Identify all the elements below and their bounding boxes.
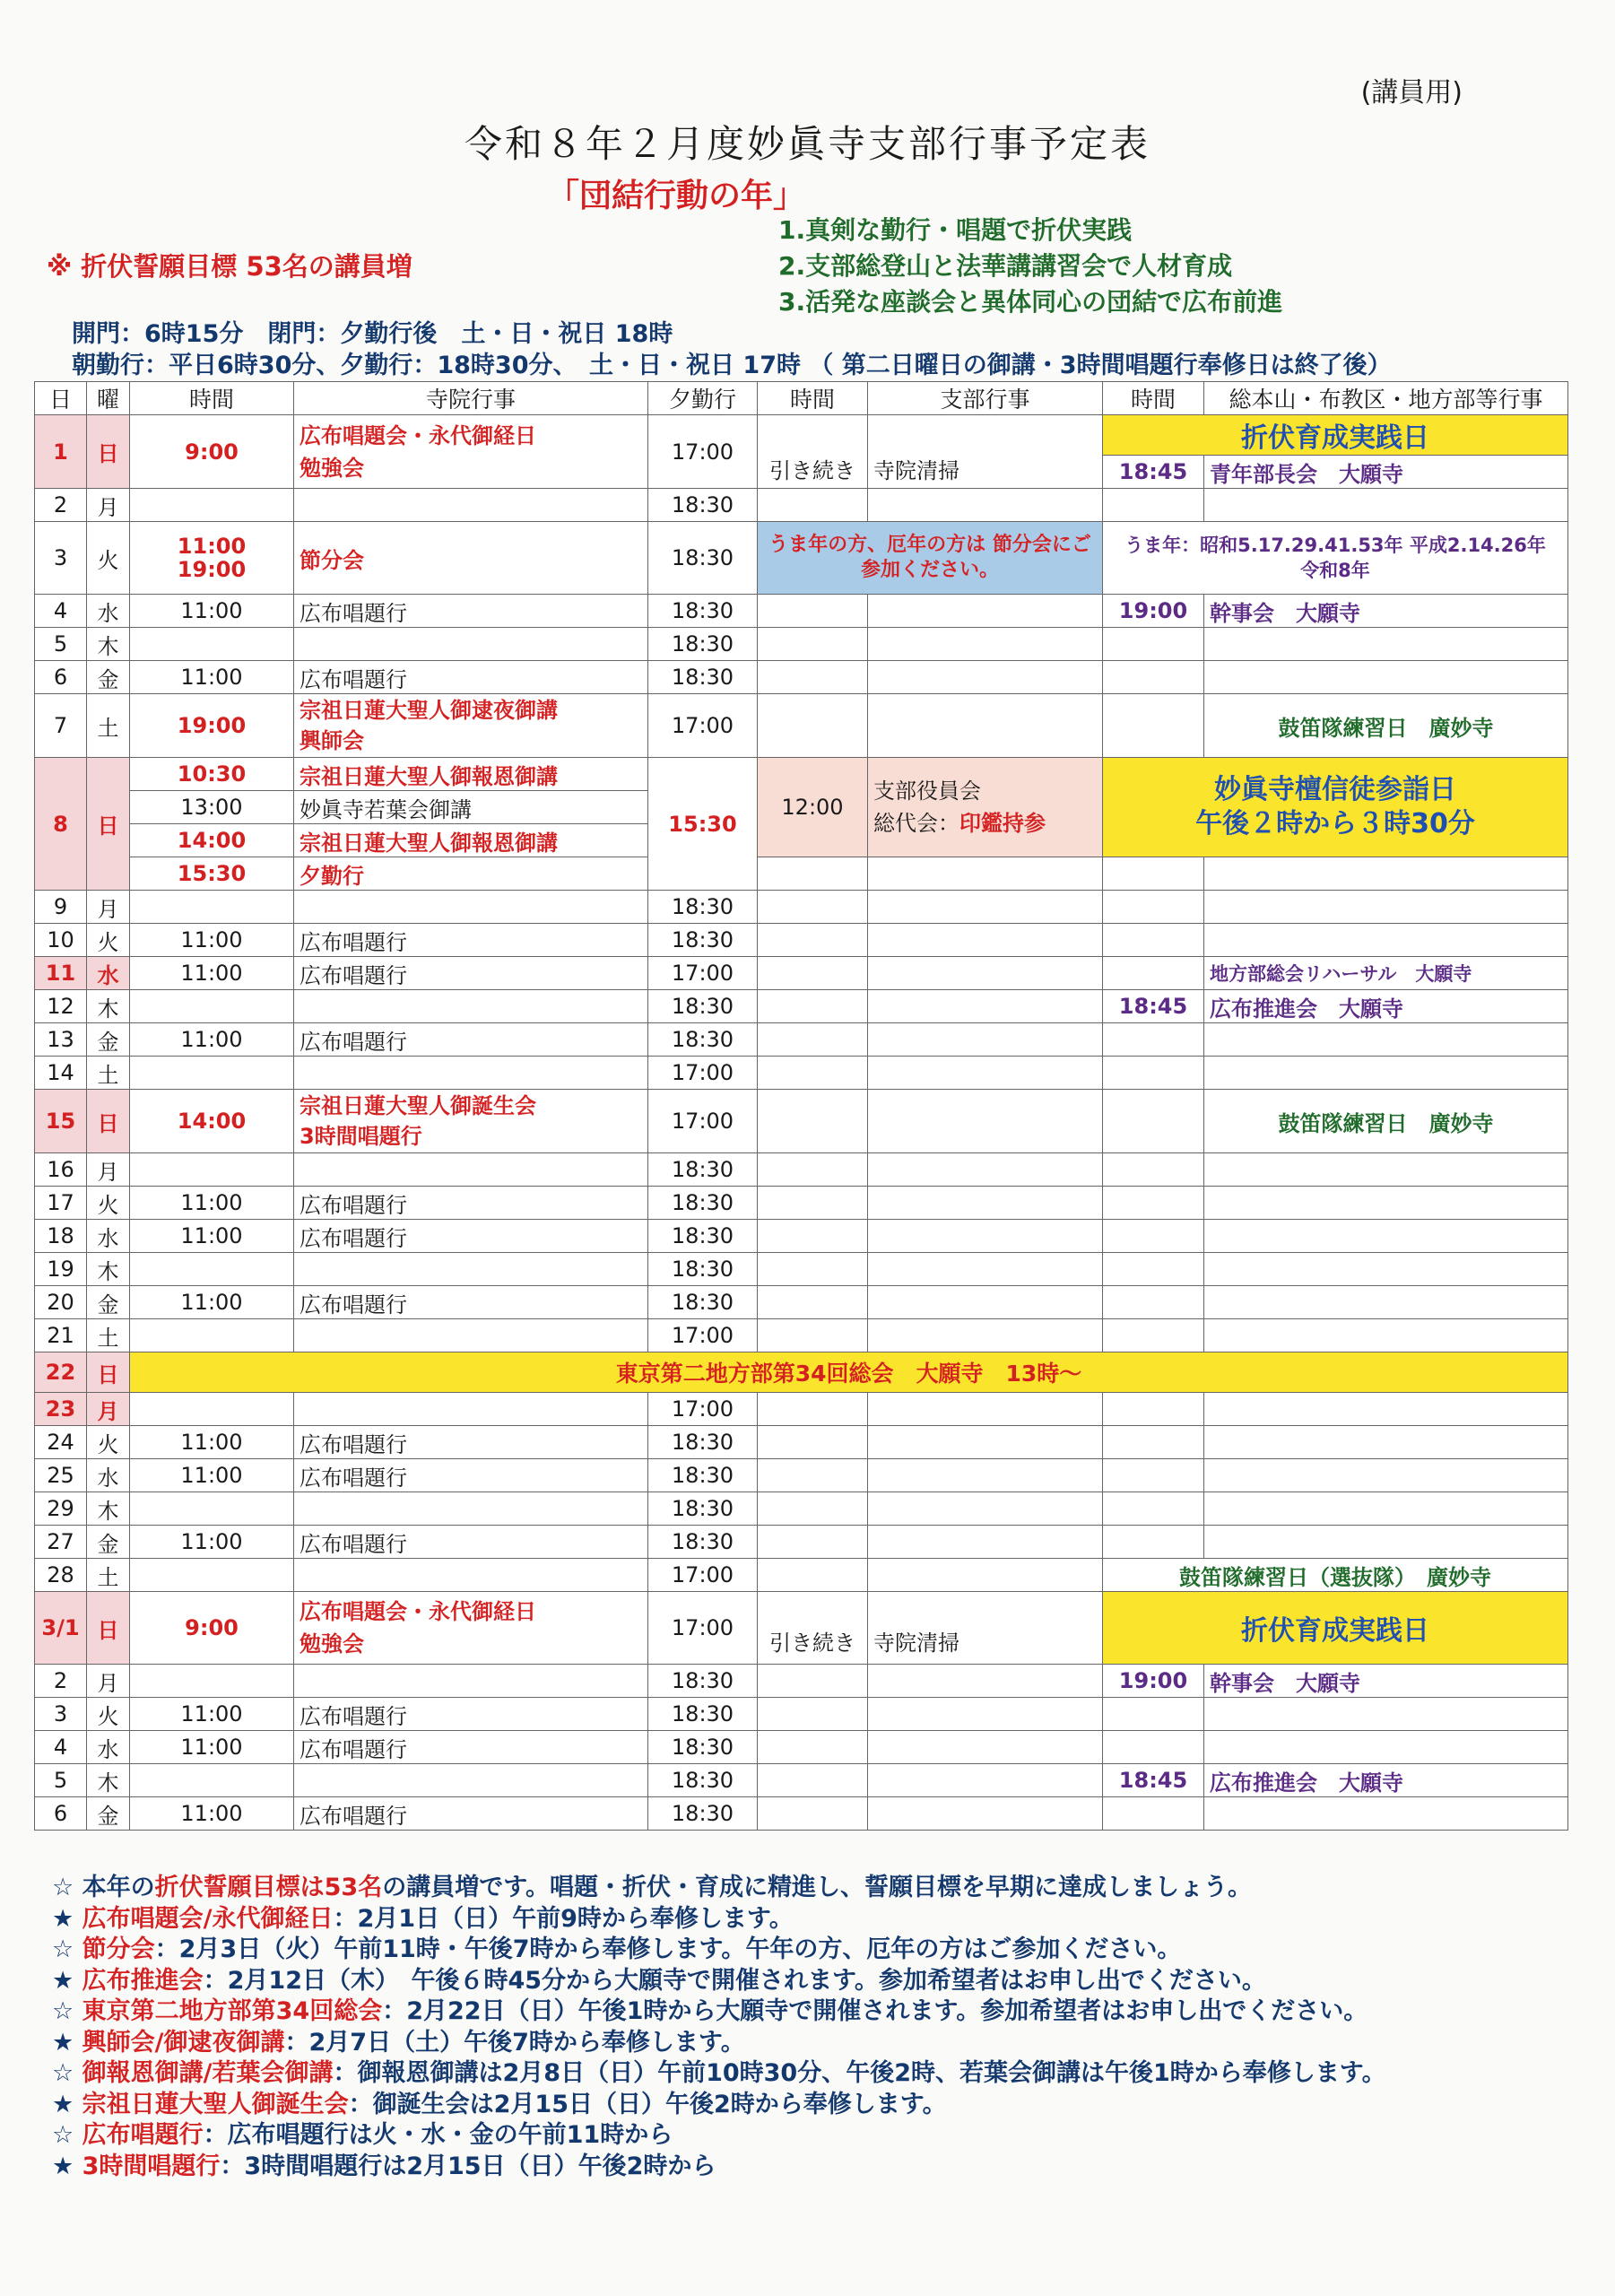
- evening-cell: 18:30: [648, 1023, 758, 1057]
- weekday-cell: 日: [87, 1090, 130, 1153]
- table-row: [35, 924, 1568, 957]
- event-cell: 広布唱題行: [294, 661, 648, 694]
- evening-cell: 17:00: [648, 1057, 758, 1090]
- weekday-cell: 金: [87, 1526, 130, 1559]
- evening-cell: 17:00: [648, 957, 758, 990]
- note-label: 折伏誓願目標は53名: [154, 1874, 383, 1901]
- note-item: [52, 1935, 1386, 1966]
- event-cell: 広布唱題行: [294, 1286, 648, 1319]
- event-line: 宗祖日蓮大聖人御逮夜御講: [300, 698, 558, 723]
- table-row: [35, 1665, 1568, 1698]
- time-cell-3: 19:00: [1103, 1665, 1204, 1698]
- table-row: [35, 1023, 1568, 1057]
- note-item: [52, 1873, 1386, 1904]
- note-text: ：御誕生会は2月15日（日）午後2時から奉修します。: [348, 2090, 947, 2118]
- col-temple-event: 寺院行事: [294, 382, 648, 415]
- time-cell: 11:00: [130, 924, 294, 957]
- time-cell: 11:00 19:00: [130, 522, 294, 595]
- event-cell: 夕勤行: [294, 857, 648, 891]
- note-label: 広布推進会: [82, 1966, 204, 1995]
- policy-item: 2.支部総登山と法華講講習会で人材育成: [778, 251, 1233, 281]
- evening-cell: 18:30: [648, 595, 758, 628]
- weekday-cell: 月: [87, 1153, 130, 1187]
- table-row: [35, 1559, 1568, 1592]
- time-cell-2: 引き続き: [758, 1592, 868, 1665]
- evening-cell: 18:30: [648, 1731, 758, 1764]
- table-row: [35, 628, 1568, 661]
- weekday-cell: 日: [87, 758, 130, 891]
- table-row: [35, 1592, 1568, 1665]
- time-cell: 10:30: [130, 758, 294, 791]
- day-cell: 22: [35, 1352, 87, 1393]
- day-cell: 28: [35, 1559, 87, 1592]
- event-cell: 節分会: [294, 522, 648, 595]
- table-row: [35, 522, 1568, 595]
- branch-event-line: 支部役員会: [873, 778, 981, 804]
- star-icon: ★: [52, 1966, 74, 1995]
- event-cell: 広布唱題行: [294, 1426, 648, 1459]
- weekday-cell: 土: [87, 1319, 130, 1352]
- note-label: 御報恩御講/若葉会御講: [82, 2059, 334, 2087]
- branch-event-cell: [868, 758, 1103, 857]
- hq-event-cell: 広布推進会 大願寺: [1204, 1764, 1568, 1797]
- table-row: [35, 1153, 1568, 1187]
- note-item: [52, 1966, 1386, 1997]
- page-label: (講員用): [1360, 77, 1463, 109]
- weekday-cell: 土: [87, 1559, 130, 1592]
- time-cell-3: 18:45: [1103, 990, 1204, 1023]
- table-row: [35, 415, 1568, 456]
- weekday-cell: 木: [87, 1492, 130, 1526]
- event-cell: 広布唱題行: [294, 1797, 648, 1831]
- note-label: 宗祖日蓮大聖人御誕生会: [82, 2090, 349, 2118]
- event-cell: 広布唱題行: [294, 924, 648, 957]
- time-cell: 9:00: [130, 415, 294, 489]
- event-line: 勉強会: [300, 1631, 364, 1657]
- time-cell-3: 18:45: [1103, 1764, 1204, 1797]
- event-cell: 広布唱題行: [294, 1698, 648, 1731]
- evening-cell: 17:00: [648, 694, 758, 758]
- day-cell: 29: [35, 1492, 87, 1526]
- practice-day-banner: 折伏育成実践日: [1103, 1592, 1568, 1665]
- table-row: [35, 1797, 1568, 1831]
- hq-event-cell: 幹事会 大願寺: [1204, 595, 1568, 628]
- time-cell: 11:00: [130, 1023, 294, 1057]
- weekday-cell: 水: [87, 957, 130, 990]
- table-row: [35, 1090, 1568, 1153]
- star-icon: ☆: [52, 1874, 74, 1901]
- table-row: [35, 1731, 1568, 1764]
- hq-event-cell: 広布推進会 大願寺: [1204, 990, 1568, 1023]
- day-cell: 4: [35, 1731, 87, 1764]
- time-cell: 11:00: [130, 1459, 294, 1492]
- weekday-cell: 木: [87, 1253, 130, 1286]
- note-label: 広布唱題会/永代御経日: [82, 1904, 334, 1933]
- note-text: ：2月22日（日）午後1時から大願寺で開催されます。参加希望者はお申し出でください。: [382, 1997, 1368, 2025]
- evening-cell: 15:30: [648, 758, 758, 891]
- seal-note: 印鑑持参: [959, 811, 1046, 836]
- day-cell: 3: [35, 1698, 87, 1731]
- table-row: [35, 1057, 1568, 1090]
- day-cell: 5: [35, 628, 87, 661]
- event-line: 広布唱題会・永代御経日: [300, 1599, 536, 1624]
- weekday-cell: 金: [87, 1286, 130, 1319]
- col-time: 時間: [130, 382, 294, 415]
- service-hours: 朝勤行：平日6時30分、夕勤行：18時30分、 土・日・祝日 17時 （ 第二日曜日の御講・3時間唱題行奉修日は終了後）: [72, 352, 1392, 379]
- weekday-cell: 土: [87, 1057, 130, 1090]
- day-cell: 19: [35, 1253, 87, 1286]
- time-cell: 9:00: [130, 1592, 294, 1665]
- col-evening-service: 夕勤行: [648, 382, 758, 415]
- hq-event-cell: 青年部長会 大願寺: [1204, 456, 1568, 489]
- evening-cell: 18:30: [648, 1220, 758, 1253]
- weekday-cell: 火: [87, 1187, 130, 1220]
- note-label: 東京第二地方部第34回総会: [82, 1997, 383, 2025]
- event-cell: 広布唱題行: [294, 957, 648, 990]
- note-text: ：広布唱題行は火・水・金の午前11時から: [203, 2121, 673, 2149]
- weekday-cell: 火: [87, 522, 130, 595]
- event-line: 興師会: [300, 728, 364, 753]
- weekday-cell: 火: [87, 1698, 130, 1731]
- note-label: 興師会/御逮夜御講: [82, 2028, 285, 2057]
- weekday-cell: 水: [87, 1731, 130, 1764]
- table-row: [35, 891, 1568, 924]
- event-cell: 広布唱題行: [294, 1187, 648, 1220]
- evening-cell: 17:00: [648, 1319, 758, 1352]
- day-cell: 10: [35, 924, 87, 957]
- policy-item: 1.真剣な勤行・唱題で折伏実践: [778, 215, 1133, 245]
- gate-hours: 開門：6時15分 閉門：夕勤行後 土・日・祝日 18時: [72, 320, 673, 348]
- branch-event-cell: 寺院清掃: [868, 415, 1103, 489]
- evening-cell: 18:30: [648, 1286, 758, 1319]
- weekday-cell: 日: [87, 415, 130, 489]
- star-icon: ★: [52, 2152, 74, 2180]
- weekday-cell: 水: [87, 1459, 130, 1492]
- event-cell: [294, 1592, 648, 1665]
- evening-cell: 18:30: [648, 1797, 758, 1831]
- event-cell: [294, 1090, 648, 1153]
- uma-year-note: うま年：昭和5.17.29.41.53年 平成2.14.26年 令和8年: [1103, 522, 1568, 595]
- motto: 「団結行動の年」: [547, 178, 806, 214]
- day-cell: 9: [35, 891, 87, 924]
- weekday-cell: 日: [87, 1352, 130, 1393]
- table-header-row: [35, 382, 1568, 415]
- evening-cell: 18:30: [648, 661, 758, 694]
- day-cell: 11: [35, 957, 87, 990]
- event-line: 宗祖日蓮大聖人御誕生会: [300, 1093, 536, 1118]
- day-cell: 23: [35, 1393, 87, 1426]
- time-cell: 13:00: [130, 791, 294, 824]
- branch-event-line: [873, 807, 1097, 839]
- notes-list: [52, 1873, 1386, 2182]
- page-title: 令和８年２月度妙眞寺支部行事予定表: [464, 122, 1150, 166]
- time-cell: 15:30: [130, 857, 294, 891]
- time-cell: 11:00: [130, 1286, 294, 1319]
- table-row: [35, 1187, 1568, 1220]
- day-cell: 25: [35, 1459, 87, 1492]
- event-cell: 広布唱題行: [294, 1731, 648, 1764]
- evening-cell: 18:30: [648, 1426, 758, 1459]
- visit-day-banner: 妙眞寺檀信徒参詣日 午後２時から３時30分: [1103, 758, 1568, 857]
- evening-cell: 18:30: [648, 522, 758, 595]
- time-cell: 11:00: [130, 1698, 294, 1731]
- day-cell: 12: [35, 990, 87, 1023]
- time-cell: 19:00: [130, 694, 294, 758]
- weekday-cell: 木: [87, 990, 130, 1023]
- weekday-cell: 木: [87, 1764, 130, 1797]
- col-weekday: 曜: [87, 382, 130, 415]
- star-icon: ☆: [52, 1997, 74, 2025]
- evening-cell: 18:30: [648, 1665, 758, 1698]
- evening-cell: 17:00: [648, 1592, 758, 1665]
- evening-cell: 18:30: [648, 1253, 758, 1286]
- table-row: [35, 1220, 1568, 1253]
- evening-cell: 18:30: [648, 924, 758, 957]
- day-cell: 2: [35, 1665, 87, 1698]
- evening-cell: 18:30: [648, 1459, 758, 1492]
- day-cell: 27: [35, 1526, 87, 1559]
- event-cell: 妙眞寺若葉会御講: [294, 791, 648, 824]
- table-row: [35, 758, 1568, 791]
- evening-cell: 18:30: [648, 1492, 758, 1526]
- weekday-cell: 金: [87, 1023, 130, 1057]
- weekday-cell: 月: [87, 489, 130, 522]
- event-cell: 広布唱題行: [294, 595, 648, 628]
- weekday-cell: 金: [87, 661, 130, 694]
- table-row: [35, 957, 1568, 990]
- day-cell: 18: [35, 1220, 87, 1253]
- day-cell: 14: [35, 1057, 87, 1090]
- policy-item: 3.活発な座談会と異体同心の団結で広布前進: [778, 287, 1283, 317]
- time-cell: 11:00: [130, 1426, 294, 1459]
- table-row: [35, 1459, 1568, 1492]
- day-cell: 4: [35, 595, 87, 628]
- time-cell: 11:00: [130, 957, 294, 990]
- day-cell: 13: [35, 1023, 87, 1057]
- weekday-cell: 水: [87, 595, 130, 628]
- note-text: ：御報恩御講は2月8日（日）午前10時30分、午後2時、若葉会御講は午後1時から奉修します。: [333, 2059, 1386, 2087]
- day-cell: 6: [35, 1797, 87, 1831]
- schedule-table: [34, 381, 1568, 1831]
- time-cell: 11:00: [130, 1526, 294, 1559]
- star-icon: ★: [52, 2090, 74, 2118]
- col-time-3: 時間: [1103, 382, 1204, 415]
- table-row: [35, 1352, 1568, 1393]
- hq-event-cell: 幹事会 大願寺: [1204, 1665, 1568, 1698]
- event-cell: 広布唱題行: [294, 1023, 648, 1057]
- event-cell: 宗祖日蓮大聖人御報恩御講: [294, 824, 648, 857]
- time-cell: 11:00: [130, 1731, 294, 1764]
- time-cell-2: 12:00: [758, 758, 868, 857]
- event-line: 勉強会: [300, 455, 364, 481]
- table-row: [35, 1319, 1568, 1352]
- time-cell: 11:00: [130, 595, 294, 628]
- policy-list: [778, 213, 1282, 320]
- event-cell: 宗祖日蓮大聖人御報恩御講: [294, 758, 648, 791]
- event-cell: 広布唱題行: [294, 1220, 648, 1253]
- table-row: [35, 1698, 1568, 1731]
- time-cell-2: 引き続き: [758, 415, 868, 489]
- table-row: [35, 694, 1568, 758]
- hq-event-cell: 鼓笛隊練習日（選抜隊） 廣妙寺: [1103, 1559, 1568, 1592]
- day-cell: 5: [35, 1764, 87, 1797]
- day-cell: 3: [35, 522, 87, 595]
- weekday-cell: 月: [87, 1393, 130, 1426]
- evening-cell: 18:30: [648, 1153, 758, 1187]
- time-cell: 11:00: [130, 1187, 294, 1220]
- weekday-cell: 土: [87, 694, 130, 758]
- goal-text: ※ 折伏誓願目標 53名の講員増: [47, 251, 412, 282]
- evening-cell: 17:00: [648, 1090, 758, 1153]
- note-text: ：2月12日（木） 午後６時45分から大願寺で開催されます。参加希望者はお申し出でください。: [203, 1966, 1266, 1995]
- table-row: [35, 857, 1568, 891]
- day-cell: 3/1: [35, 1592, 87, 1665]
- day-cell: 21: [35, 1319, 87, 1352]
- evening-cell: 18:30: [648, 1764, 758, 1797]
- evening-cell: 18:30: [648, 489, 758, 522]
- evening-cell: 18:30: [648, 1526, 758, 1559]
- evening-cell: 18:30: [648, 891, 758, 924]
- general-meeting-banner: 東京第二地方部第34回総会 大願寺 13時～: [130, 1352, 1568, 1393]
- event-cell: [294, 415, 648, 489]
- practice-day-banner: 折伏育成実践日: [1103, 415, 1568, 456]
- note-item: [52, 2120, 1386, 2152]
- note-text: の講員増です。唱題・折伏・育成に精進し、誓願目標を早期に達成しましょう。: [382, 1874, 1253, 1901]
- col-branch-event: 支部行事: [868, 382, 1103, 415]
- hq-event-cell: 地方部総会リハーサル 大願寺: [1204, 957, 1568, 990]
- star-icon: ☆: [52, 2121, 74, 2149]
- note-label: 節分会: [82, 1935, 155, 1963]
- time-cell-3: 18:45: [1103, 456, 1204, 489]
- table-row: [35, 1253, 1568, 1286]
- col-day: 日: [35, 382, 87, 415]
- weekday-cell: 金: [87, 1797, 130, 1831]
- day-cell: 2: [35, 489, 87, 522]
- hq-event-cell: 鼓笛隊練習日 廣妙寺: [1204, 694, 1568, 758]
- day-cell: 7: [35, 694, 87, 758]
- col-head-temple-event: 総本山・布教区・地方部等行事: [1204, 382, 1568, 415]
- star-icon: ★: [52, 1904, 74, 1933]
- day-cell: 17: [35, 1187, 87, 1220]
- note-label: 3時間唱題行: [82, 2152, 221, 2180]
- setsubun-notice: うま年の方、厄年の方は 節分会にご参加ください。: [758, 522, 1103, 595]
- note-item: [52, 2058, 1386, 2090]
- event-cell: 広布唱題行: [294, 1526, 648, 1559]
- day-cell: 15: [35, 1090, 87, 1153]
- evening-cell: 18:30: [648, 990, 758, 1023]
- star-icon: ☆: [52, 2059, 74, 2087]
- time-cell: 14:00: [130, 824, 294, 857]
- evening-cell: 18:30: [648, 1187, 758, 1220]
- table-row: [35, 1764, 1568, 1797]
- weekday-cell: 月: [87, 891, 130, 924]
- weekday-cell: 水: [87, 1220, 130, 1253]
- col-time-2: 時間: [758, 382, 868, 415]
- day-cell: 20: [35, 1286, 87, 1319]
- evening-cell: 18:30: [648, 1698, 758, 1731]
- event-line: 3時間唱題行: [300, 1124, 422, 1149]
- table-row: [35, 1286, 1568, 1319]
- evening-cell: 17:00: [648, 415, 758, 489]
- star-icon: ★: [52, 2028, 74, 2057]
- evening-cell: 17:00: [648, 1393, 758, 1426]
- table-row: [35, 489, 1568, 522]
- note-label: 広布唱題行: [82, 2121, 204, 2149]
- star-icon: ☆: [52, 1935, 74, 1963]
- event-cell: 広布唱題行: [294, 1459, 648, 1492]
- time-cell: 11:00: [130, 1797, 294, 1831]
- day-cell: 24: [35, 1426, 87, 1459]
- table-row: [35, 1526, 1568, 1559]
- day-cell: 6: [35, 661, 87, 694]
- note-item: [52, 2152, 1386, 2183]
- event-cell: [294, 694, 648, 758]
- note-text: ：3時間唱題行は2月15日（日）午後2時から: [220, 2152, 716, 2180]
- table-row: [35, 661, 1568, 694]
- note-text: ：2月1日（日）午前9時から奉修します。: [333, 1904, 794, 1933]
- event-line: 広布唱題会・永代御経日: [300, 422, 536, 448]
- evening-cell: 18:30: [648, 628, 758, 661]
- branch-event-cell: 寺院清掃: [868, 1592, 1103, 1665]
- note-text: ：2月3日（火）午前11時・午後7時から奉修します。午年の方、厄年の方はご参加ください。: [154, 1935, 1182, 1963]
- table-row: [35, 595, 1568, 628]
- table-row: [35, 1492, 1568, 1526]
- time-cell: 11:00: [130, 1220, 294, 1253]
- table-row: [35, 1393, 1568, 1426]
- day-cell: 16: [35, 1153, 87, 1187]
- time-cell: 14:00: [130, 1090, 294, 1153]
- note-item: [52, 2090, 1386, 2121]
- weekday-cell: 月: [87, 1665, 130, 1698]
- day-cell: 8: [35, 758, 87, 891]
- time-cell: 11:00: [130, 661, 294, 694]
- note-item: [52, 1996, 1386, 2028]
- weekday-cell: 日: [87, 1592, 130, 1665]
- weekday-cell: 火: [87, 924, 130, 957]
- table-row: [35, 990, 1568, 1023]
- day-cell: 1: [35, 415, 87, 489]
- note-prefix: 本年の: [82, 1874, 155, 1901]
- weekday-cell: 木: [87, 628, 130, 661]
- time-cell-3: 19:00: [1103, 595, 1204, 628]
- note-item: [52, 2028, 1386, 2059]
- label: 総代会：: [873, 811, 959, 836]
- hq-event-cell: 鼓笛隊練習日 廣妙寺: [1204, 1090, 1568, 1153]
- note-text: ：2月7日（土）午後7時から奉修します。: [284, 2028, 745, 2057]
- note-item: [52, 1904, 1386, 1935]
- weekday-cell: 火: [87, 1426, 130, 1459]
- evening-cell: 17:00: [648, 1559, 758, 1592]
- table-row: [35, 1426, 1568, 1459]
